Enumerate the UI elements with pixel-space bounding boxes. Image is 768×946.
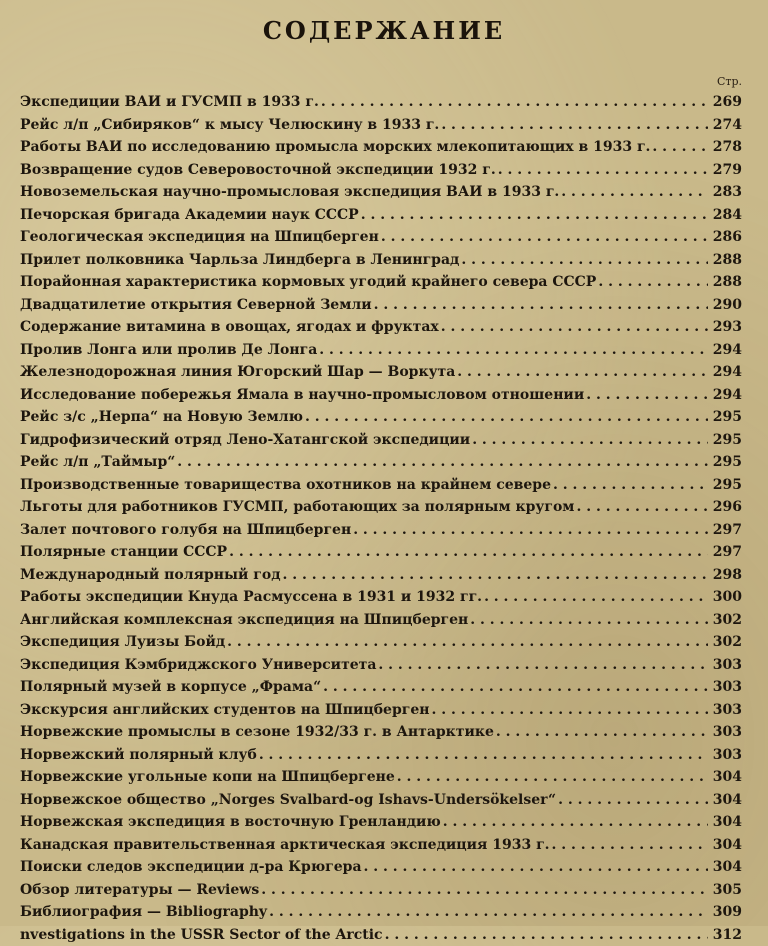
toc-entry-page: 294 — [712, 361, 742, 384]
toc-entry-title: Льготы для работников ГУСМП, работающих за полярным кругом — [20, 496, 574, 519]
dot-leader — [227, 631, 708, 654]
dot-leader — [652, 136, 708, 159]
toc-entry-title: Канадская правительственная арктическая экспедиция 1933 г. — [20, 834, 550, 857]
toc-entry-page: 295 — [712, 474, 742, 497]
dot-leader — [353, 519, 708, 542]
toc-entry-title: Экскурсия английских студентов на Шпицберген — [20, 699, 429, 722]
toc-entry — [20, 204, 742, 227]
dot-leader — [441, 316, 708, 339]
toc-entry-title: Производственные товарищества охотников на крайнем севере — [20, 474, 551, 497]
dot-leader — [443, 811, 708, 834]
dot-leader — [561, 181, 708, 204]
toc-entry — [20, 901, 742, 924]
toc-entry-title: Полярный музей в корпусе „Фрама“ — [20, 676, 321, 699]
toc-entry-page: 283 — [712, 181, 742, 204]
dot-leader — [269, 901, 708, 924]
toc-entry — [20, 609, 742, 632]
toc-list — [20, 91, 742, 946]
toc-entry-title: Экспедиция Луизы Бойд — [20, 631, 225, 654]
toc-entry — [20, 924, 742, 946]
toc-entry-page: 288 — [712, 249, 742, 272]
dot-leader — [319, 339, 708, 362]
toc-entry — [20, 339, 742, 362]
toc-entry-title: Печорская бригада Академии наук СССР — [20, 204, 359, 227]
toc-entry-page: 304 — [712, 856, 742, 879]
toc-entry — [20, 654, 742, 677]
page-title: СОДЕРЖАНИЕ — [0, 16, 768, 45]
toc-entry-title: Экспедиции ВАИ и ГУСМП в 1933 г. — [20, 91, 319, 114]
toc-entry-page: 304 — [712, 766, 742, 789]
dot-leader — [305, 406, 708, 429]
toc-entry-page: 305 — [712, 879, 742, 902]
dot-leader — [484, 586, 708, 609]
dot-leader — [229, 541, 708, 564]
toc-entry-title: Железнодорожная линия Югорский Шар — Воркута — [20, 361, 455, 384]
toc-entry-page: 288 — [712, 271, 742, 294]
toc-entry-title: Содержание витамина в овощах, ягодах и фруктах — [20, 316, 439, 339]
toc-entry-page: 304 — [712, 811, 742, 834]
toc-entry-page: 303 — [712, 654, 742, 677]
toc-entry — [20, 271, 742, 294]
toc-entry — [20, 586, 742, 609]
toc-entry-page: 304 — [712, 789, 742, 812]
toc-entry-title: Экспедиция Кэмбриджского Университета — [20, 654, 376, 677]
toc-entry-title: Обзор литературы — Reviews — [20, 879, 259, 902]
toc-entry-page: 294 — [712, 339, 742, 362]
toc-entry-title: nvestigations in the USSR Sector of the Arctic — [20, 924, 383, 946]
toc-entry-page: 293 — [712, 316, 742, 339]
toc-entry — [20, 136, 742, 159]
toc-entry — [20, 159, 742, 182]
toc-entry-title: Прилет полковника Чарльза Линдберга в Ленинград — [20, 249, 459, 272]
toc-entry-page: 309 — [712, 901, 742, 924]
toc-entry-title: Геологическая экспедиция на Шпицберген — [20, 226, 379, 249]
toc-entry-page: 303 — [712, 699, 742, 722]
toc-entry-page: 269 — [712, 91, 742, 114]
toc-entry — [20, 541, 742, 564]
toc-entry-title: Рейс з/с „Нерпа“ на Новую Землю — [20, 406, 303, 429]
dot-leader — [552, 834, 708, 857]
toc-entry — [20, 811, 742, 834]
toc-entry-title: Гидрофизический отряд Лено-Хатангской экспедиции — [20, 429, 470, 452]
toc-entry-title: Норвежский полярный клуб — [20, 744, 257, 767]
toc-entry-title: Международный полярный год — [20, 564, 281, 587]
toc-entry — [20, 519, 742, 542]
dot-leader — [461, 249, 708, 272]
toc-entry-page: 303 — [712, 676, 742, 699]
dot-leader — [323, 676, 708, 699]
toc-entry-page: 304 — [712, 834, 742, 857]
toc-entry-page: 279 — [712, 159, 742, 182]
dot-leader — [378, 654, 708, 677]
toc-entry — [20, 451, 742, 474]
toc-entry-title: Библиография — Bibliography — [20, 901, 267, 924]
toc-entry-title: Залет почтового голубя на Шпицберген — [20, 519, 351, 542]
dot-leader — [177, 451, 708, 474]
toc-entry-title: Порайонная характеристика кормовых угодий крайнего севера СССР — [20, 271, 596, 294]
toc-entry-page: 297 — [712, 519, 742, 542]
toc-entry — [20, 474, 742, 497]
toc-entry-page: 290 — [712, 294, 742, 317]
dot-leader — [364, 856, 708, 879]
toc-entry — [20, 699, 742, 722]
toc-entry-page: 284 — [712, 204, 742, 227]
toc-entry-title: Работы экспедиции Кнуда Расмуссена в 1931 и 1932 гг. — [20, 586, 482, 609]
toc-entry-title: Поиски следов экспедиции д-ра Крюгера — [20, 856, 362, 879]
toc-entry-title: Новоземельская научно-промысловая экспедиция ВАИ в 1933 г. — [20, 181, 559, 204]
toc-entry-title: Возвращение судов Северовосточной экспедиции 1932 г. — [20, 159, 496, 182]
dot-leader — [441, 114, 708, 137]
dot-leader — [470, 609, 708, 632]
dot-leader — [259, 744, 708, 767]
toc-entry-title: Норвежские промыслы в сезоне 1932/33 г. в Антарктике — [20, 721, 494, 744]
toc-entry-page: 278 — [712, 136, 742, 159]
toc-entry — [20, 384, 742, 407]
toc-entry-page: 312 — [712, 924, 742, 946]
toc-entry-page: 303 — [712, 744, 742, 767]
toc-entry-title: Пролив Лонга или пролив Де Лонга — [20, 339, 317, 362]
toc-entry-title: Работы ВАИ по исследованию промысла морских млекопитающих в 1933 г. — [20, 136, 650, 159]
toc-entry-page: 296 — [712, 496, 742, 519]
toc-entry-page: 297 — [712, 541, 742, 564]
toc-entry-title: Английская комплексная экспедиция на Шпицберген — [20, 609, 468, 632]
toc-entry — [20, 834, 742, 857]
dot-leader — [321, 91, 708, 114]
toc-entry — [20, 361, 742, 384]
toc-entry — [20, 766, 742, 789]
toc-entry-page: 286 — [712, 226, 742, 249]
dot-leader — [431, 699, 708, 722]
toc-entry — [20, 879, 742, 902]
dot-leader — [598, 271, 708, 294]
toc-entry — [20, 316, 742, 339]
dot-leader — [361, 204, 708, 227]
dot-leader — [576, 496, 708, 519]
toc-entry — [20, 676, 742, 699]
toc-entry-title: Рейс л/п „Сибиряков“ к мысу Челюскину в 1933 г. — [20, 114, 439, 137]
toc-entry-page: 295 — [712, 451, 742, 474]
toc-entry-page: 302 — [712, 631, 742, 654]
toc-entry-title: Норвежская экспедиция в восточную Гренландию — [20, 811, 441, 834]
toc-entry-page: 302 — [712, 609, 742, 632]
dot-leader — [558, 789, 708, 812]
page-column-label: Стр. — [717, 75, 742, 88]
toc-entry-title: Полярные станции СССР — [20, 541, 227, 564]
dot-leader — [385, 924, 708, 946]
toc-entry — [20, 631, 742, 654]
dot-leader — [457, 361, 708, 384]
toc-entry — [20, 249, 742, 272]
toc-entry — [20, 91, 742, 114]
dot-leader — [553, 474, 708, 497]
toc-entry — [20, 744, 742, 767]
dot-leader — [498, 159, 708, 182]
toc-entry-page: 298 — [712, 564, 742, 587]
toc-entry-page: 295 — [712, 406, 742, 429]
toc-entry-title: Рейс л/п „Таймыр“ — [20, 451, 175, 474]
dot-leader — [283, 564, 708, 587]
toc-entry-page: 303 — [712, 721, 742, 744]
toc-entry — [20, 496, 742, 519]
toc-entry — [20, 429, 742, 452]
toc-entry — [20, 226, 742, 249]
toc-entry — [20, 721, 742, 744]
dot-leader — [261, 879, 708, 902]
dot-leader — [496, 721, 708, 744]
toc-entry-title: Исследование побережья Ямала в научно-промысловом отношении — [20, 384, 584, 407]
dot-leader — [397, 766, 708, 789]
toc-entry — [20, 789, 742, 812]
dot-leader — [374, 294, 708, 317]
toc-entry — [20, 406, 742, 429]
toc-entry — [20, 114, 742, 137]
toc-entry-title: Норвежские угольные копи на Шпицбергене — [20, 766, 395, 789]
dot-leader — [586, 384, 708, 407]
toc-entry — [20, 564, 742, 587]
toc-entry — [20, 181, 742, 204]
toc-entry — [20, 856, 742, 879]
toc-entry-title: Норвежское общество „Norges Svalbard-og Ishavs-Undersökelser“ — [20, 789, 556, 812]
dot-leader — [381, 226, 708, 249]
toc-entry-title: Двадцатилетие открытия Северной Земли — [20, 294, 372, 317]
toc-entry-page: 294 — [712, 384, 742, 407]
toc-entry — [20, 294, 742, 317]
toc-entry-page: 300 — [712, 586, 742, 609]
toc-entry-page: 295 — [712, 429, 742, 452]
dot-leader — [472, 429, 708, 452]
toc-entry-page: 274 — [712, 114, 742, 137]
